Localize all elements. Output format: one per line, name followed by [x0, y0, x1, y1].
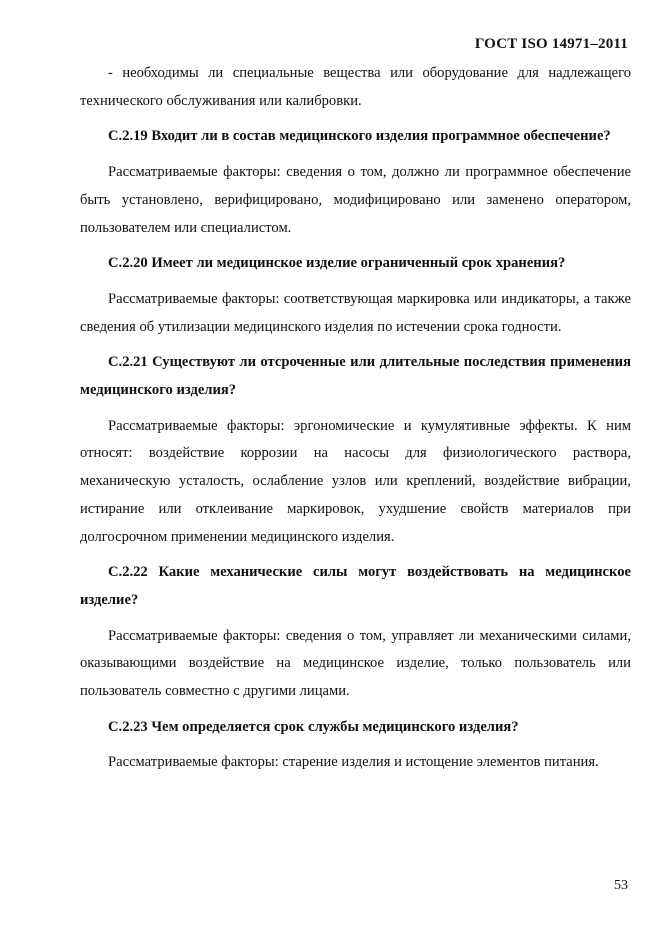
- paragraph-continuation: - необходимы ли специальные вещества или оборудование для надлежащего технического обслуживания или калибровки.: [80, 65, 631, 109]
- paragraph-c-2-23: Рассматриваемые факторы: старение изделия и истощение элементов питания.: [108, 754, 599, 771]
- section-heading-c-2-20: С.2.20 Имеет ли медицинское изделие ограниченный срок хранения?: [108, 255, 566, 272]
- section-heading-c-2-21: С.2.21 Существуют ли отсроченные или длительные последствия применения медицинского изделия?: [80, 354, 631, 399]
- paragraph-c-2-19: Рассматриваемые факторы: сведения о том, должно ли программное обеспечение быть установлено, верифицировано, модифицировано или заменено оператором, пользователем или специалистом.: [80, 164, 631, 236]
- paragraph-c-2-20: Рассматриваемые факторы: соответствующая маркировка или индикаторы, а также сведения об утилизации медицинского изделия по истечении срока годности.: [80, 290, 631, 335]
- paragraph-c-2-22: Рассматриваемые факторы: сведения о том, управляет ли механическими силами, оказывающими воздействие на медицинское изделие, только пользователь или пользователь совместно с другими лицами.: [80, 627, 631, 700]
- document-body: [80, 60, 631, 785]
- section-heading-c-2-19: С.2.19 Входит ли в состав медицинского изделия программное обеспечение?: [108, 128, 611, 145]
- section-heading-c-2-22: С.2.22 Какие механические силы могут воздействовать на медицинское изделие?: [80, 564, 631, 608]
- paragraph-c-2-21: Рассматриваемые факторы: эргономические и кумулятивные эффекты. К ним относят: воздействие коррозии на насосы для физиологического раствора, механическую усталость, ослабление узлов или креплений, воздействие вибрации, истирание или отклеивание маркировок, ухудшение свойств материалов при долгосрочном применении медицинского изделия.: [80, 417, 631, 545]
- document-header: ГОСТ ISO 14971–2011: [474, 36, 628, 52]
- section-heading-c-2-23: С.2.23 Чем определяется срок службы медицинского изделия?: [108, 718, 519, 735]
- page-number: 53: [614, 878, 628, 893]
